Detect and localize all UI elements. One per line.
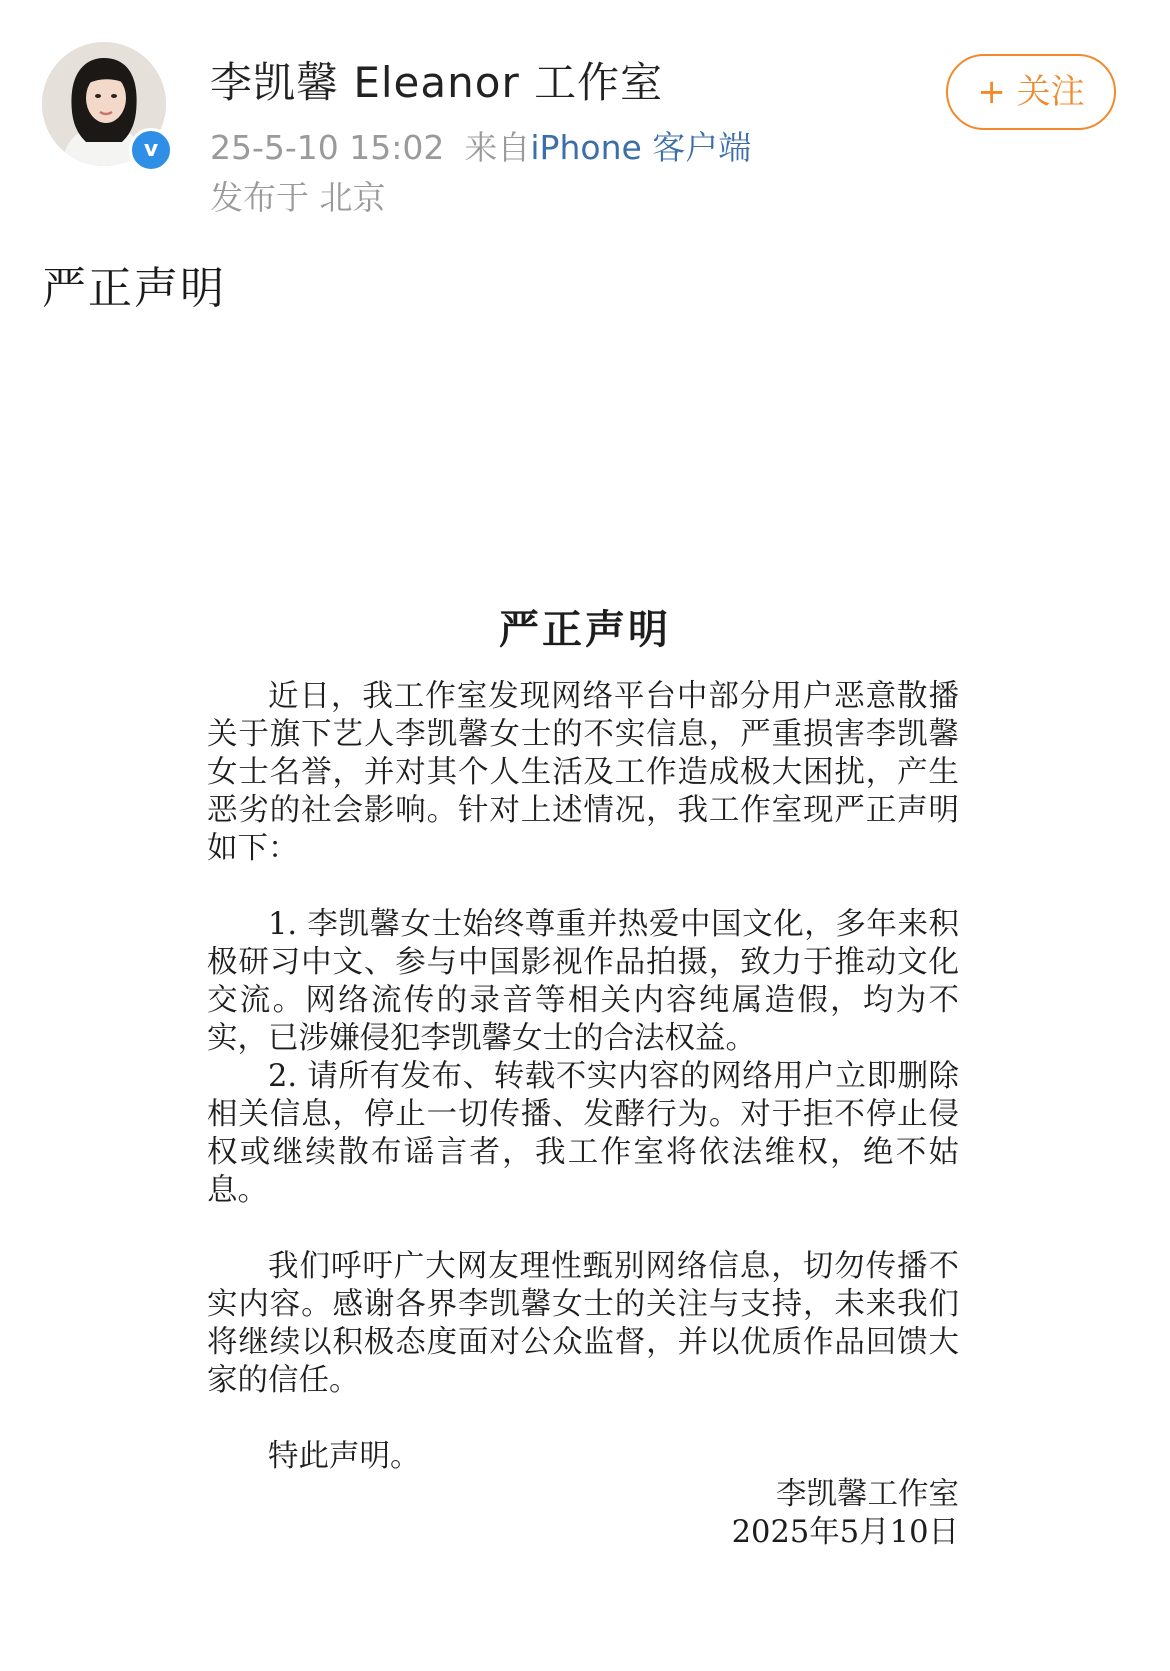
statement-appeal: 我们呼吁广大网友理性甄别网络信息，切勿传播不实内容。感谢各界李凯馨女士的关注与支持，未来我们将继续以积极态度面对公众监督，并以优质作品回馈大家的信任。: [207, 1249, 959, 1398]
follow-button[interactable]: + 关注: [946, 54, 1116, 130]
post-header: [0, 0, 1170, 230]
statement-body: [207, 678, 959, 1552]
statement-title: 严正声明: [499, 606, 671, 653]
verified-badge-icon: v: [129, 128, 173, 172]
post-source-link[interactable]: iPhone 客户端: [530, 128, 752, 167]
statement-intro: 近日，我工作室发现网络平台中部分用户恶意散播关于旗下艺人李凯馨女士的不实信息，严重损害李凯馨女士名誉，并对其个人生活及工作造成极大困扰，产生恶劣的社会影响。针对上述情况，我工作室现严正声明如下：: [207, 679, 959, 866]
statement-image[interactable]: [0, 560, 1170, 1660]
statement-date: 2025年5月10日: [731, 1515, 959, 1550]
post-timestamp: 25-5-10 15:02: [210, 128, 445, 167]
post-text: 严正声明: [42, 263, 226, 314]
post-meta: [210, 122, 751, 169]
source-prefix: 来自: [464, 128, 531, 167]
post-location: 发布于 北京: [210, 178, 386, 217]
user-name[interactable]: 李凯馨 Eleanor 工作室: [210, 58, 664, 107]
statement-signature: 李凯馨工作室: [776, 1477, 959, 1512]
statement-point-2: 2. 请所有发布、转载不实内容的网络用户立即删除相关信息，停止一切传播、发酵行为。对于拒不停止侵权或继续散布谣言者，我工作室将依法维权，绝不姑息。: [207, 1059, 959, 1208]
statement-closing: 特此声明。: [268, 1439, 421, 1474]
statement-point-1: 1. 李凯馨女士始终尊重并热爱中国文化，多年来积极研习中文、参与中国影视作品拍摄，致力于推动文化交流。网络流传的录音等相关内容纯属造假，均为不实，已涉嫌侵犯李凯馨女士的合法权益。: [207, 907, 959, 1056]
